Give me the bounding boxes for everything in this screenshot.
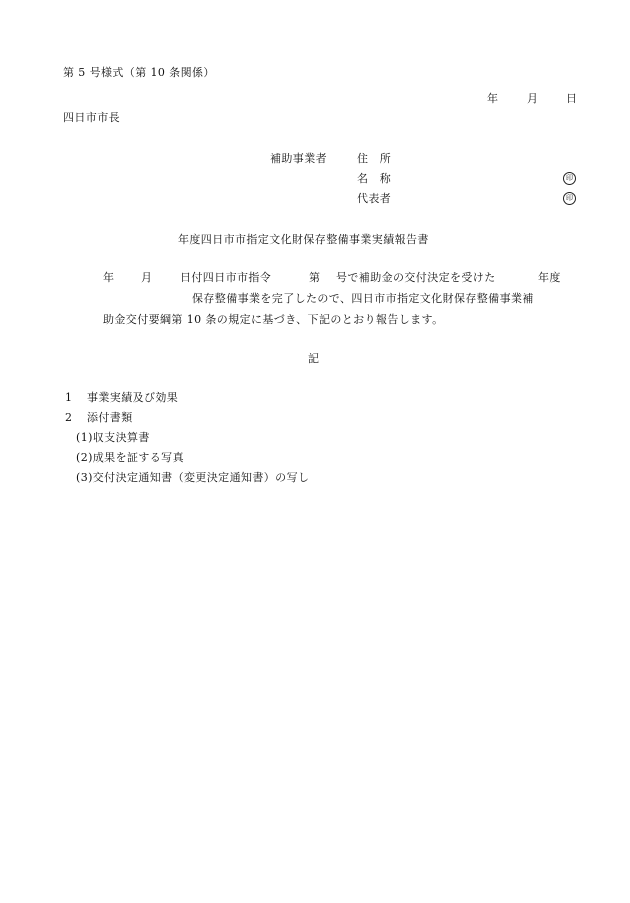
date-year-label: 年: [487, 92, 499, 105]
date-day-label: 日: [566, 92, 578, 105]
address-label: 住 所: [357, 152, 392, 165]
document-title: 年度四日市市指定文化財保存整備事業実績報告書: [178, 233, 429, 246]
body-month: 月: [141, 271, 153, 284]
item-number: 1: [65, 391, 73, 404]
seal-mark-representative: 印: [563, 192, 576, 205]
item-number: 2: [65, 411, 73, 424]
representative-label: 代表者: [357, 192, 392, 205]
form-number: 第 5 号様式（第 10 条関係）: [63, 66, 215, 79]
body-dated: 日付四日市市指令: [180, 271, 272, 284]
name-label: 名 称: [357, 172, 392, 185]
body-line-2: 保存整備事業を完了したので、四日市市指定文化財保存整備事業補: [192, 292, 534, 305]
body-number-prefix: 第: [309, 271, 321, 284]
body-line-3: 助金交付要綱第 10 条の規定に基づき、下記のとおり報告します。: [103, 313, 444, 326]
body-number-suffix: 号で補助金の交付決定を受けた: [336, 271, 496, 284]
item-label-results: 事業実績及び効果: [87, 391, 179, 404]
body-year: 年: [103, 271, 115, 284]
attachment-item: (1)収支決算書: [76, 431, 150, 444]
seal-mark-name: 印: [563, 172, 576, 185]
attachment-item: (2)成果を証する写真: [76, 451, 184, 464]
applicant-role-label: 補助事業者: [270, 152, 327, 165]
recipient: 四日市市長: [63, 111, 120, 124]
date-month-label: 月: [527, 92, 539, 105]
item-label-attachments: 添付書類: [87, 411, 133, 424]
ki-heading: 記: [308, 352, 320, 365]
body-fiscal-year: 年度: [538, 271, 561, 284]
attachment-item: (3)交付決定通知書（変更決定通知書）の写し: [76, 471, 310, 484]
